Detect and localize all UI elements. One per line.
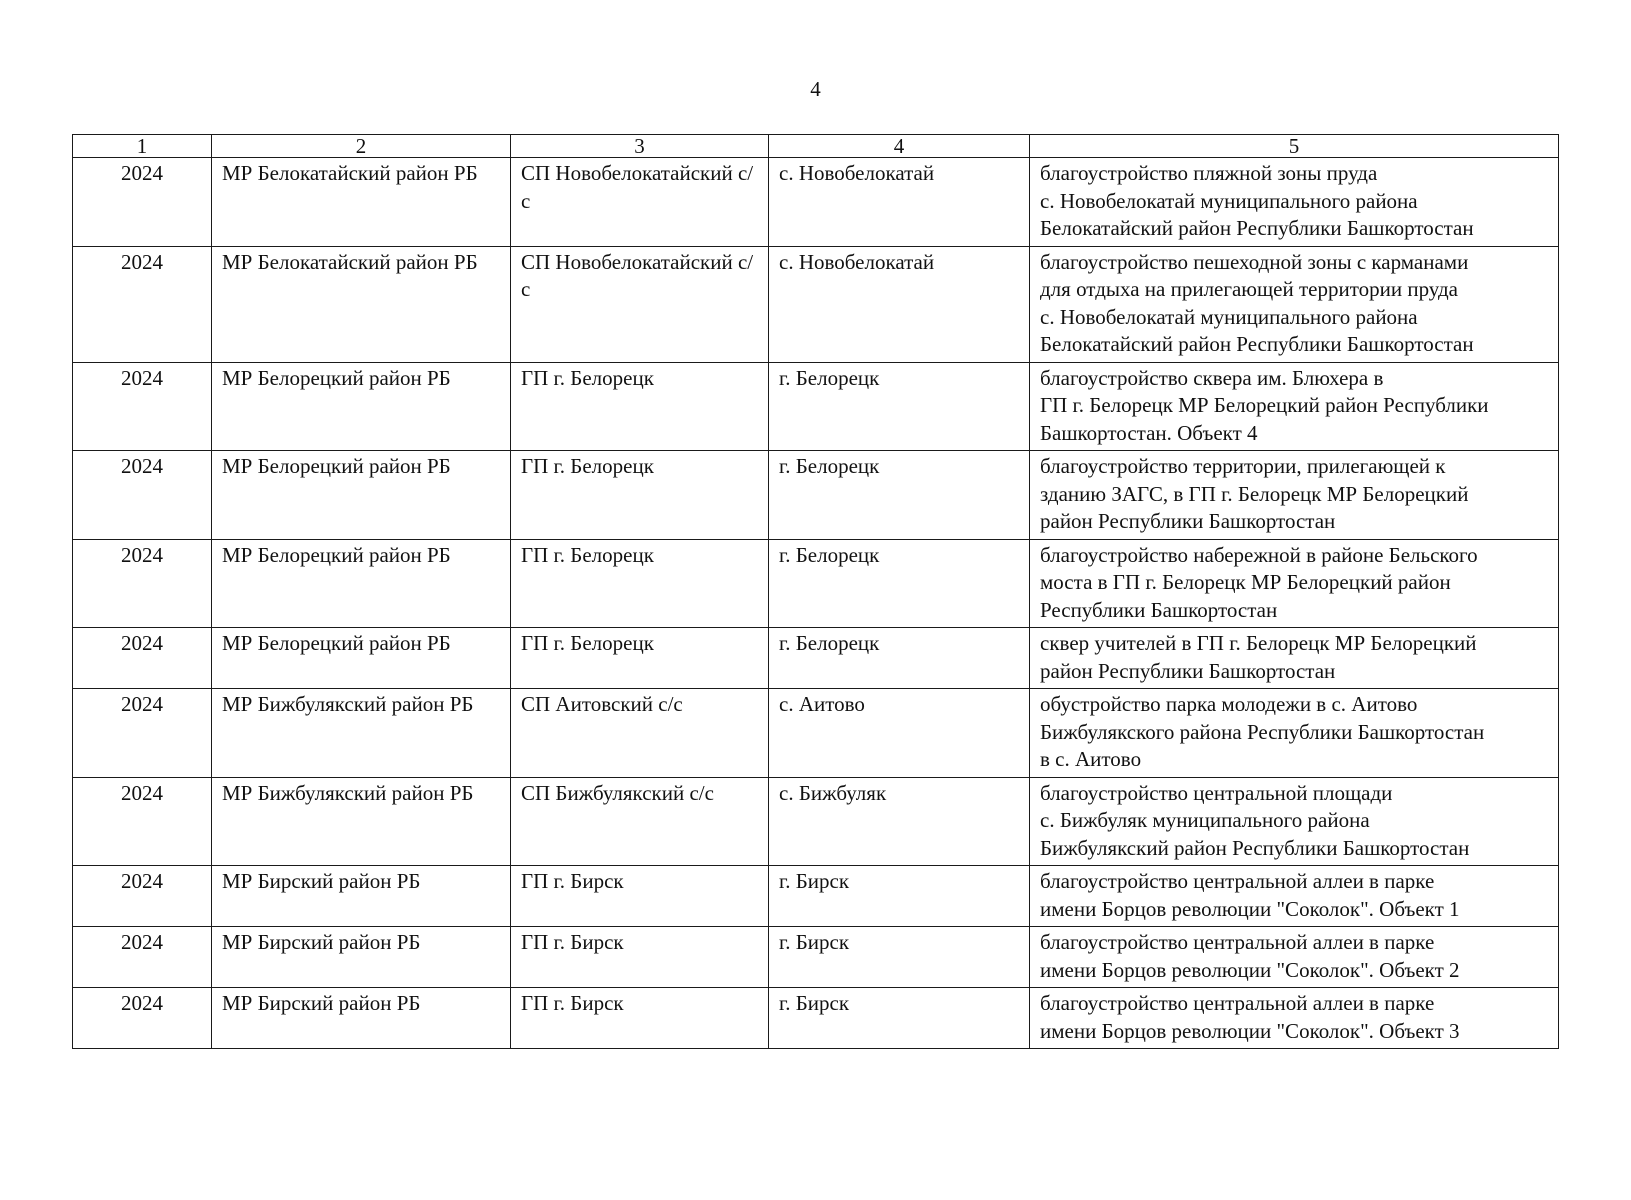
description-cell <box>1030 362 1559 451</box>
year-cell: 2024 <box>73 927 212 988</box>
description-line: имени Борцов революции "Соколок". Объект 2 <box>1040 957 1460 982</box>
description-line: благоустройство территории, прилегающей к <box>1040 454 1446 478</box>
table-row <box>73 689 1559 778</box>
district-cell: МР Бижбулякский район РБ <box>212 777 511 866</box>
district-cell: МР Белокатайский район РБ <box>212 158 511 247</box>
settlement-cell: ГП г. Белорецк <box>511 539 769 628</box>
column-number-header: 4 <box>769 135 1030 158</box>
description-cell <box>1030 777 1559 866</box>
district-cell: МР Белорецкий район РБ <box>212 628 511 689</box>
description-line: Бижбулякского района Республики Башкортостан <box>1040 719 1485 744</box>
description-line: Белокатайский район Республики Башкортостан <box>1040 216 1474 240</box>
description-line: благоустройство центральной аллеи в парке <box>1040 991 1435 1015</box>
table-row <box>73 539 1559 628</box>
column-number-header: 2 <box>212 135 511 158</box>
district-cell: МР Белорецкий район РБ <box>212 362 511 451</box>
description-cell <box>1030 689 1559 778</box>
description-line: благоустройство центральной площади <box>1040 780 1393 805</box>
description-line: зданию ЗАГС, в ГП г. Белорецк МР Белорецкий <box>1040 481 1469 506</box>
year-cell: 2024 <box>73 777 212 866</box>
district-cell: МР Бирский район РБ <box>212 927 511 988</box>
year-cell: 2024 <box>73 246 212 362</box>
description-line: с. Новобелокатай муниципального района <box>1040 188 1418 213</box>
description-line: ГП г. Белорецк МР Белорецкий район Республики <box>1040 393 1489 417</box>
description-line: имени Борцов революции "Соколок". Объект 3 <box>1040 1018 1460 1043</box>
year-cell: 2024 <box>73 988 212 1049</box>
settlement-cell: ГП г. Белорецк <box>511 628 769 689</box>
description-cell <box>1030 246 1559 362</box>
locality-cell: с. Новобелокатай <box>769 158 1030 247</box>
year-cell: 2024 <box>73 158 212 247</box>
column-number-header: 1 <box>73 135 212 158</box>
settlement-cell: ГП г. Белорецк <box>511 451 769 540</box>
description-line: с. Бижбуляк муниципального района <box>1040 808 1370 832</box>
year-cell: 2024 <box>73 866 212 927</box>
settlement-cell: СП Бижбулякский с/с <box>511 777 769 866</box>
description-cell <box>1030 866 1559 927</box>
district-cell: МР Белорецкий район РБ <box>212 451 511 540</box>
description-line: с. Новобелокатай муниципального района <box>1040 304 1418 329</box>
settlement-cell: ГП г. Бирск <box>511 927 769 988</box>
description-line: моста в ГП г. Белорецк МР Белорецкий район <box>1040 570 1451 594</box>
page-number: 4 <box>810 77 821 101</box>
district-cell: МР Бирский район РБ <box>212 988 511 1049</box>
description-line: благоустройство сквера им. Блюхера в <box>1040 365 1384 390</box>
description-line: сквер учителей в ГП г. Белорецк МР Белорецкий <box>1040 631 1477 655</box>
table-row <box>73 362 1559 451</box>
description-cell <box>1030 158 1559 247</box>
locality-cell: г. Бирск <box>769 866 1030 927</box>
description-line: район Республики Башкортостан <box>1040 658 1336 683</box>
settlement-cell: СП Новобелокатайский с/с <box>511 158 769 247</box>
description-line: Республики Башкортостан <box>1040 597 1278 622</box>
description-line: обустройство парка молодежи в с. Аитово <box>1040 692 1418 716</box>
locality-cell: с. Новобелокатай <box>769 246 1030 362</box>
locality-cell: г. Бирск <box>769 988 1030 1049</box>
description-line: благоустройство пляжной зоны пруда <box>1040 161 1378 185</box>
description-line: благоустройство центральной аллеи в парке <box>1040 869 1435 893</box>
district-cell: МР Бижбулякский район РБ <box>212 689 511 778</box>
table-row <box>73 451 1559 540</box>
locality-cell: г. Белорецк <box>769 628 1030 689</box>
table-header-row <box>73 135 1559 158</box>
column-number-header: 3 <box>511 135 769 158</box>
description-line: Башкортостан. Объект 4 <box>1040 420 1258 445</box>
settlement-cell: СП Новобелокатайский с/с <box>511 246 769 362</box>
district-cell: МР Белорецкий район РБ <box>212 539 511 628</box>
description-line: благоустройство пешеходной зоны с карманами <box>1040 249 1469 274</box>
table-row <box>73 988 1559 1049</box>
locality-cell: г. Белорецк <box>769 362 1030 451</box>
year-cell: 2024 <box>73 362 212 451</box>
description-cell <box>1030 927 1559 988</box>
locality-cell: г. Белорецк <box>769 451 1030 540</box>
description-line: Белокатайский район Республики Башкортостан <box>1040 332 1474 356</box>
description-line: благоустройство центральной аллеи в парке <box>1040 930 1435 954</box>
description-cell <box>1030 988 1559 1049</box>
settlement-cell: ГП г. Бирск <box>511 988 769 1049</box>
column-number-header: 5 <box>1030 135 1559 158</box>
table-row <box>73 246 1559 362</box>
description-line: район Республики Башкортостан <box>1040 509 1336 533</box>
description-line: благоустройство набережной в районе Бельского <box>1040 542 1478 567</box>
table-row <box>73 777 1559 866</box>
settlement-cell: СП Аитовский с/с <box>511 689 769 778</box>
data-table <box>72 134 1559 1049</box>
table-row <box>73 158 1559 247</box>
description-cell <box>1030 451 1559 540</box>
description-line: в с. Аитово <box>1040 747 1142 771</box>
table-body <box>73 135 1559 1049</box>
locality-cell: с. Аитово <box>769 689 1030 778</box>
locality-cell: г. Белорецк <box>769 539 1030 628</box>
district-cell: МР Белокатайский район РБ <box>212 246 511 362</box>
year-cell: 2024 <box>73 451 212 540</box>
year-cell: 2024 <box>73 539 212 628</box>
table-row <box>73 628 1559 689</box>
description-line: для отдыха на прилегающей территории пруда <box>1040 277 1458 301</box>
locality-cell: с. Бижбуляк <box>769 777 1030 866</box>
locality-cell: г. Бирск <box>769 927 1030 988</box>
description-cell <box>1030 628 1559 689</box>
table-row <box>73 927 1559 988</box>
year-cell: 2024 <box>73 689 212 778</box>
year-cell: 2024 <box>73 628 212 689</box>
description-line: Бижбулякский район Республики Башкортостан <box>1040 835 1470 860</box>
description-line: имени Борцов революции "Соколок". Объект 1 <box>1040 896 1460 921</box>
settlement-cell: ГП г. Белорецк <box>511 362 769 451</box>
table-row <box>73 866 1559 927</box>
district-cell: МР Бирский район РБ <box>212 866 511 927</box>
description-cell <box>1030 539 1559 628</box>
settlement-cell: ГП г. Бирск <box>511 866 769 927</box>
